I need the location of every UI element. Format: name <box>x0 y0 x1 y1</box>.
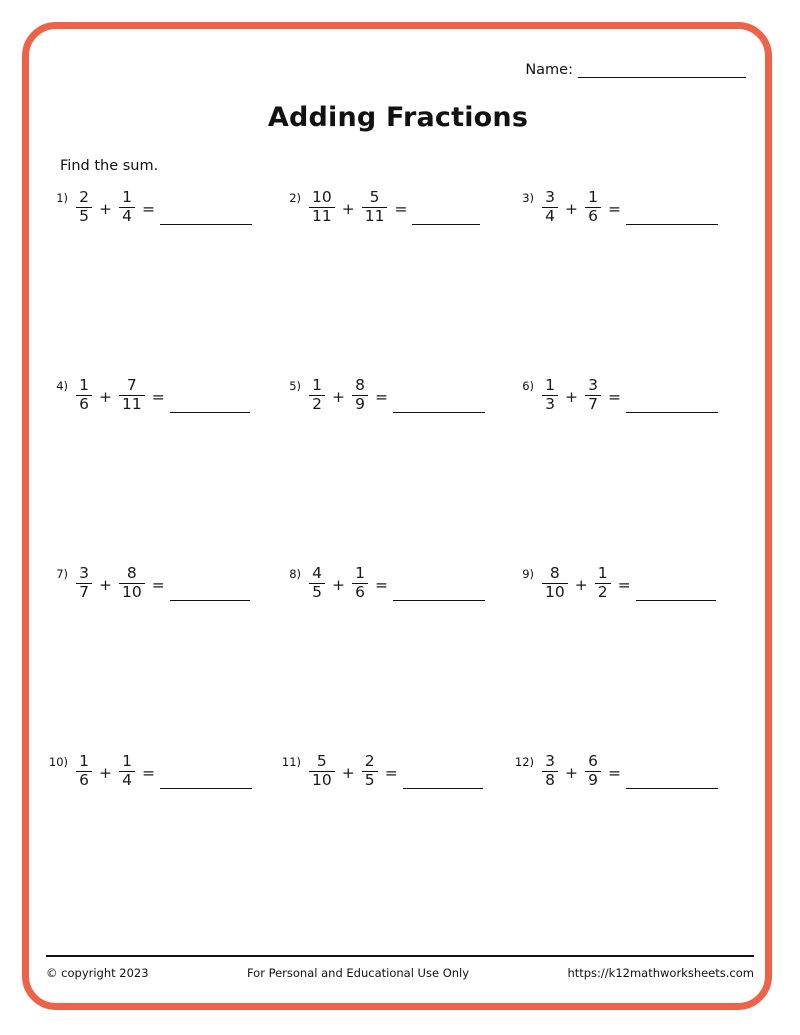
equals-sign: = <box>384 763 398 782</box>
denominator: 5 <box>79 207 89 226</box>
plus-operator: + <box>332 387 345 406</box>
problem-cell <box>46 184 279 372</box>
fraction-second <box>352 378 368 412</box>
denominator: 4 <box>122 207 132 226</box>
denominator: 5 <box>312 583 322 602</box>
problem-item <box>512 184 745 225</box>
plus-operator: + <box>99 199 112 218</box>
denominator: 5 <box>364 771 375 790</box>
equals-sign: = <box>142 199 155 218</box>
denominator: 10 <box>122 583 142 602</box>
problem-cell <box>512 560 745 748</box>
numerator: 5 <box>316 752 327 771</box>
denominator: 4 <box>122 771 132 790</box>
problem-number: 8) <box>289 567 301 581</box>
equals-sign: = <box>151 575 165 594</box>
equals-sign: = <box>375 575 388 594</box>
numerator: 10 <box>312 188 332 207</box>
name-label: Name: <box>525 62 573 78</box>
problem-number: 5) <box>289 379 301 393</box>
denominator: 10 <box>312 771 332 790</box>
problem-item <box>512 560 745 601</box>
fraction-second <box>362 754 378 788</box>
plus-operator: + <box>99 575 112 594</box>
problem-grid <box>46 184 750 936</box>
answer-blank[interactable] <box>170 392 250 413</box>
problem-number: 3) <box>522 191 534 205</box>
equals-sign: = <box>151 387 165 406</box>
problem-number: 2) <box>289 191 301 205</box>
numerator: 1 <box>312 376 322 395</box>
denominator: 7 <box>588 395 598 414</box>
problem-expression <box>307 378 485 413</box>
answer-blank[interactable] <box>412 204 480 225</box>
problem-expression <box>74 190 252 225</box>
problem-cell <box>46 748 279 936</box>
numerator: 1 <box>79 376 89 395</box>
problem-number: 4) <box>56 379 68 393</box>
equals-sign: = <box>608 387 621 406</box>
numerator: 8 <box>549 564 560 583</box>
answer-blank[interactable] <box>636 580 716 601</box>
answer-blank[interactable] <box>160 204 252 225</box>
fraction-second <box>585 378 601 412</box>
problem-cell <box>279 372 512 560</box>
numerator: 3 <box>588 376 598 395</box>
problem-item <box>512 372 745 413</box>
plus-operator: + <box>99 387 112 406</box>
denominator: 6 <box>79 771 89 790</box>
problem-item <box>279 372 512 413</box>
equals-sign: = <box>142 763 155 782</box>
denominator: 6 <box>355 583 365 602</box>
problem-expression <box>74 754 252 789</box>
denominator: 11 <box>312 207 332 226</box>
copyright-text: © copyright 2023 <box>46 965 149 980</box>
problem-row <box>46 748 750 936</box>
numerator: 3 <box>545 752 555 771</box>
numerator: 1 <box>122 188 132 207</box>
problem-number: 10) <box>48 755 68 769</box>
denominator: 6 <box>588 207 598 226</box>
plus-operator: + <box>332 575 345 594</box>
page-footer <box>46 955 754 980</box>
footer-text-row <box>46 966 754 980</box>
fraction-first <box>76 190 92 224</box>
problem-expression <box>540 378 718 413</box>
problem-item <box>279 748 512 789</box>
numerator: 6 <box>588 752 598 771</box>
answer-blank[interactable] <box>393 580 485 601</box>
denominator: 3 <box>545 395 555 414</box>
numerator: 1 <box>597 564 608 583</box>
denominator: 10 <box>545 583 565 602</box>
page-title: Adding Fractions <box>267 102 529 133</box>
fraction-second <box>119 754 135 788</box>
fraction-first <box>542 754 558 788</box>
footer-divider <box>46 955 754 957</box>
name-field-row <box>525 62 746 78</box>
problem-cell <box>279 184 512 372</box>
answer-blank[interactable] <box>626 204 718 225</box>
fraction-first <box>309 754 335 788</box>
denominator: 9 <box>588 771 598 790</box>
numerator: 2 <box>79 188 89 207</box>
numerator: 5 <box>369 188 380 207</box>
numerator: 4 <box>312 564 322 583</box>
problem-item <box>46 748 279 789</box>
plus-operator: + <box>341 763 355 782</box>
problem-row <box>46 560 750 748</box>
problem-row <box>46 184 750 372</box>
numerator: 1 <box>79 752 89 771</box>
answer-blank[interactable] <box>393 392 485 413</box>
numerator: 3 <box>545 188 555 207</box>
numerator: 8 <box>355 376 365 395</box>
fraction-second <box>595 566 611 600</box>
answer-blank[interactable] <box>403 768 483 789</box>
numerator: 1 <box>545 376 555 395</box>
equals-sign: = <box>608 199 621 218</box>
plus-operator: + <box>574 575 588 594</box>
denominator: 2 <box>597 583 608 602</box>
problem-item <box>46 372 279 413</box>
fraction-first <box>542 190 558 224</box>
plus-operator: + <box>565 199 578 218</box>
fraction-second <box>119 378 145 412</box>
problem-number: 1) <box>56 191 68 205</box>
plus-operator: + <box>341 199 355 218</box>
fraction-second <box>585 190 601 224</box>
denominator: 8 <box>545 771 555 790</box>
fraction-second <box>585 754 601 788</box>
fraction-first <box>76 378 92 412</box>
problem-cell <box>279 748 512 936</box>
equals-sign: = <box>608 763 621 782</box>
problem-expression <box>307 566 485 601</box>
problem-cell <box>46 372 279 560</box>
numerator: 1 <box>355 564 365 583</box>
denominator: 2 <box>312 395 322 414</box>
problem-cell <box>512 184 745 372</box>
plus-operator: + <box>99 763 112 782</box>
problem-cell <box>279 560 512 748</box>
answer-blank[interactable] <box>170 580 250 601</box>
problem-number: 11) <box>281 755 301 769</box>
numerator: 2 <box>364 752 375 771</box>
equals-sign: = <box>375 387 388 406</box>
problem-item <box>46 184 279 225</box>
answer-blank[interactable] <box>626 392 718 413</box>
fraction-second <box>119 190 135 224</box>
problem-expression <box>540 190 718 225</box>
problem-item <box>512 748 745 789</box>
equals-sign: = <box>617 575 631 594</box>
plus-operator: + <box>565 387 578 406</box>
numerator: 3 <box>79 564 89 583</box>
answer-blank[interactable] <box>160 768 252 789</box>
numerator: 7 <box>126 376 137 395</box>
instruction-text: Find the sum. <box>60 158 159 174</box>
equals-sign: = <box>394 199 408 218</box>
fraction-first <box>309 566 325 600</box>
problem-item <box>279 560 512 601</box>
fraction-first <box>542 566 568 600</box>
answer-blank[interactable] <box>626 768 718 789</box>
fraction-second <box>352 566 368 600</box>
name-input-line[interactable] <box>578 62 746 78</box>
numerator: 1 <box>122 752 132 771</box>
denominator: 11 <box>122 395 142 414</box>
problem-cell <box>46 560 279 748</box>
problem-expression <box>74 378 250 413</box>
fraction-first <box>76 754 92 788</box>
plus-operator: + <box>565 763 578 782</box>
problem-expression <box>74 566 250 601</box>
problem-expression <box>307 190 480 225</box>
fraction-first <box>76 566 92 600</box>
denominator: 4 <box>545 207 555 226</box>
denominator: 7 <box>79 583 89 602</box>
fraction-first <box>309 378 325 412</box>
problem-row <box>46 372 750 560</box>
problem-number: 12) <box>514 755 534 769</box>
numerator: 8 <box>126 564 137 583</box>
fraction-first <box>542 378 558 412</box>
problem-expression <box>540 754 718 789</box>
website-url: https://k12mathworksheets.com <box>567 965 754 980</box>
denominator: 11 <box>364 207 385 226</box>
numerator: 1 <box>588 188 598 207</box>
problem-cell <box>512 748 745 936</box>
problem-expression <box>307 754 483 789</box>
problem-cell <box>512 372 745 560</box>
problem-number: 9) <box>522 567 534 581</box>
denominator: 9 <box>355 395 365 414</box>
problem-item <box>279 184 512 225</box>
problem-number: 7) <box>56 567 68 581</box>
worksheet-content <box>46 44 750 988</box>
problem-number: 6) <box>522 379 534 393</box>
fraction-first <box>309 190 335 224</box>
usage-text: For Personal and Educational Use Only <box>246 965 470 980</box>
problem-expression <box>540 566 716 601</box>
problem-item <box>46 560 279 601</box>
fraction-second <box>362 190 388 224</box>
fraction-second <box>119 566 145 600</box>
denominator: 6 <box>79 395 89 414</box>
